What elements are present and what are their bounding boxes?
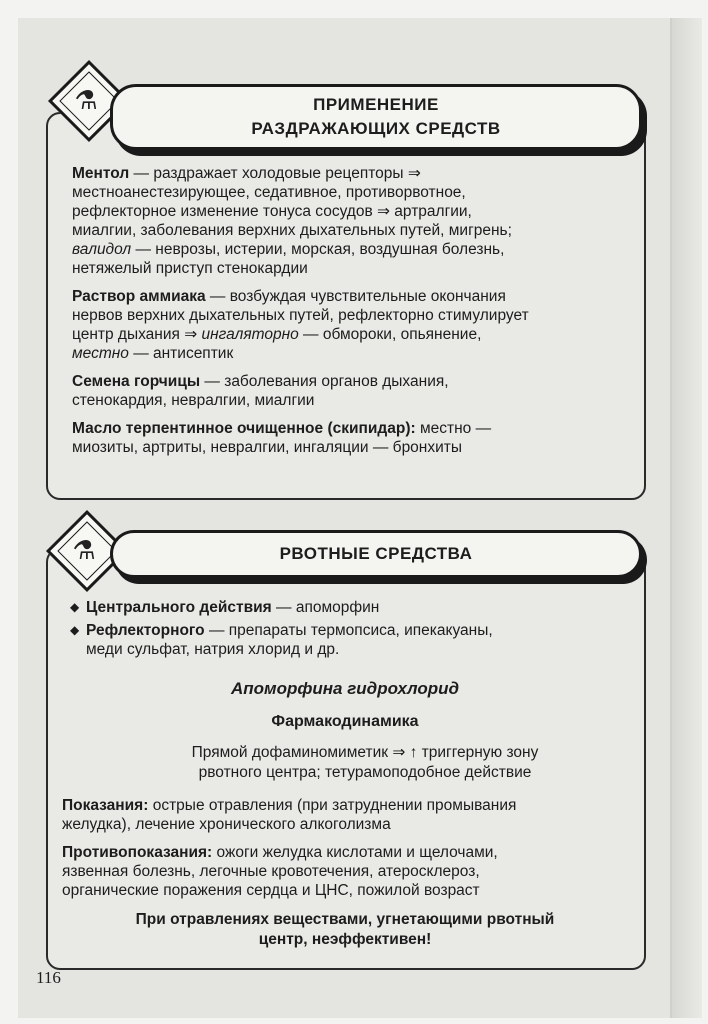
text-line: — апоморфин [271,599,380,616]
text-line: — обмороки, опьянение, [298,326,482,343]
text-line: Прямой дофаминомиметик ⇒ ↑ триггерную зону [191,744,539,761]
text-line: острые отравления (при затруднении промывания [148,797,517,814]
text-line: миозиты, артриты, невралгии, ингаляции — бронхиты [72,439,463,456]
emetics-bullets [70,598,630,663]
subheading: Фармакодинамика [271,713,419,730]
text-line: При отравлениях веществами, угнетающими рвотный [135,911,555,928]
text-line: стенокардия, невралгии, миалгии [72,392,315,409]
label: Противопоказания: [62,844,213,861]
text-line: желудка), лечение хронического алкоголизма [62,816,391,833]
text-line: — возбуждая чувствительные окончания [205,288,506,305]
indications-block [62,796,632,909]
drug-name: Апоморфина гидрохлорид [230,679,460,698]
mustard-paragraph [72,372,632,410]
italic-term: ингаляторно [201,326,299,343]
text-line: нетяжелый приступ стенокардии [72,260,308,277]
text-line: рвотного центра; тетурамоподобное действие [198,764,532,781]
text-line: язвенная болезнь, легочные кровотечения, атеросклероз, [62,863,480,880]
turpentine-paragraph [72,419,632,457]
section-title-irritants [110,84,642,150]
title-line-2: РАЗДРАЖАЮЩИХ СРЕДСТВ [251,119,501,138]
term: Семена горчицы [72,373,201,390]
text-line: рефлекторное изменение тонуса сосудов ⇒ артралгии, [72,203,472,220]
label: Показания: [62,797,149,814]
text-line: органические поражения сердца и ЦНС, пожилой возраст [62,882,480,899]
title-line-1: ПРИМЕНЕНИЕ [313,95,439,114]
text-line: центр дыхания ⇒ [72,326,202,343]
menthol-paragraph [72,164,632,278]
ammonia-paragraph [72,287,632,363]
list-item [70,598,630,617]
term: Рефлекторного [86,622,205,639]
text-line: — раздражает холодовые рецепторы ⇒ [129,165,421,182]
indications-paragraph [62,796,632,834]
italic-term: местно [72,345,129,362]
text-line: местноанестезирующее, седативное, противорвотное, [72,184,466,201]
irritants-text [72,164,632,466]
pill-bottle-icon: ⚗ [74,85,98,115]
text-line: нервов верхних дыхательных путей, рефлекторно стимулирует [72,307,529,324]
section-title-emetics: РВОТНЫЕ СРЕДСТВА [110,530,642,578]
warning-note [70,910,620,950]
text-line: — антисептик [128,345,234,362]
italic-term: валидол [72,241,132,258]
text-line: — заболевания органов дыхания, [200,373,449,390]
page-number: 116 [36,968,61,987]
text-line: центр, неэффективен! [258,931,432,948]
pharmacodynamics-text [100,743,630,783]
contraindications-paragraph [62,843,632,900]
text-line: ожоги желудка кислотами и щелочами, [212,844,498,861]
text-line: — препараты термопсиса, ипекакуаны, [204,622,493,639]
term: Раствор аммиака [72,288,206,305]
term: Масло терпентинное очищенное (скипидар): [72,420,416,437]
text-line: меди сульфат, натрия хлорид и др. [86,641,340,658]
text-line: — неврозы, истерии, морская, воздушная болезнь, [131,241,505,258]
text-line: местно — [415,420,492,437]
list-item [70,621,630,659]
term: Ментол [72,165,130,182]
text-line: миалгии, заболевания верхних дыхательных путей, мигрень; [72,222,512,239]
term: Центрального действия [86,599,272,616]
pill-bottle-icon: ⚗ [72,535,96,565]
next-page-edge [672,18,702,1018]
